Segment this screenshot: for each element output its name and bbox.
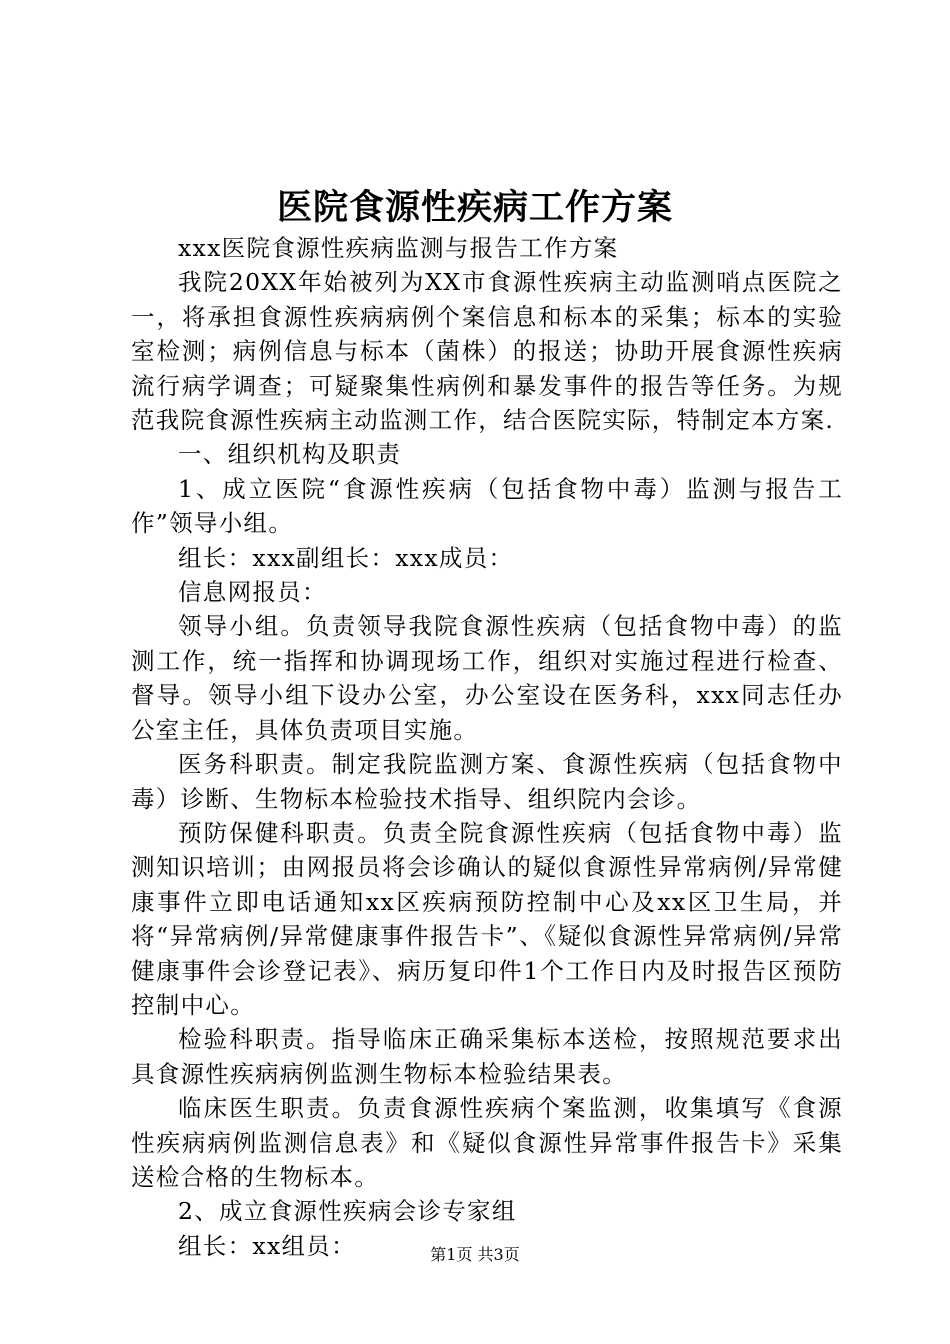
paragraph-medical-affairs: 医务科职责。制定我院监测方案、食源性疾病（包括食物中毒）诊断、生物标本检验技术指导、组织院内会诊。 — [131, 750, 843, 813]
paragraph-expert-group: 组长：xx组员： — [178, 1231, 356, 1260]
paragraph-leading-group: 领导小组。负责领导我院食源性疾病（包括食物中毒）的监测工作，统一指挥和协调现场工作，组织对实施过程进行检查、督导。领导小组下设办公室，办公室设在医务科，xxx同志任办公室主任，具体负责项目实施。 — [131, 612, 843, 744]
paragraph-preventive-care: 预防保健科职责。负责全院食源性疾病（包括食物中毒）监测知识培训；由网报员将会诊确认的疑似食源性异常病例/异常健康事件立即电话通知xx区疾病预防控制中心及xx区卫生局，并将“异常病例/异常健康事件报告卡”、《疑似食源性异常病例/异常健康事件会诊登记表》、病历复印件1个工作日内及时报告区预防控制中心。 — [131, 818, 843, 1019]
document-body — [131, 231, 843, 1263]
paragraph-leaders: 组长：xxx副组长：xxx成员： — [178, 543, 514, 572]
paragraph-reporter: 信息网报员： — [178, 578, 327, 607]
page-footer: 第1页 共3页 — [430, 1245, 520, 1264]
section-heading-1: 一、组织机构及职责 — [178, 440, 402, 469]
paragraph-intro: 我院20XX年始被列为XX市食源性疾病主动监测哨点医院之一，将承担食源性疾病病例个案信息和标本的采集；标本的实验室检测；病例信息与标本（菌株）的报送；协助开展食源性疾病流行病学调查；可疑聚集性病例和暴发事件的报告等任务。为规范我院食源性疾病主动监测工作，结合医院实际，特制定本方案. — [131, 268, 843, 435]
paragraph-clinicians: 临床医生职责。负责食源性疾病个案监测，收集填写《食源性疾病病例监测信息表》和《疑似食源性异常事件报告卡》采集送检合格的生物标本。 — [131, 1094, 843, 1191]
paragraph-laboratory: 检验科职责。指导临床正确采集标本送检，按照规范要求出具食源性疾病病例监测生物标本检验结果表。 — [131, 1025, 843, 1088]
paragraph-item-2: 2、成立食源性疾病会诊专家组 — [178, 1197, 517, 1226]
paragraph-subtitle: xxx医院食源性疾病监测与报告工作方案 — [178, 234, 619, 262]
document-title: 医院食源性疾病工作方案 — [276, 187, 673, 228]
paragraph-item-1: 1、成立医院“食源性疾病（包括食物中毒）监测与报告工作”领导小组。 — [131, 474, 843, 538]
